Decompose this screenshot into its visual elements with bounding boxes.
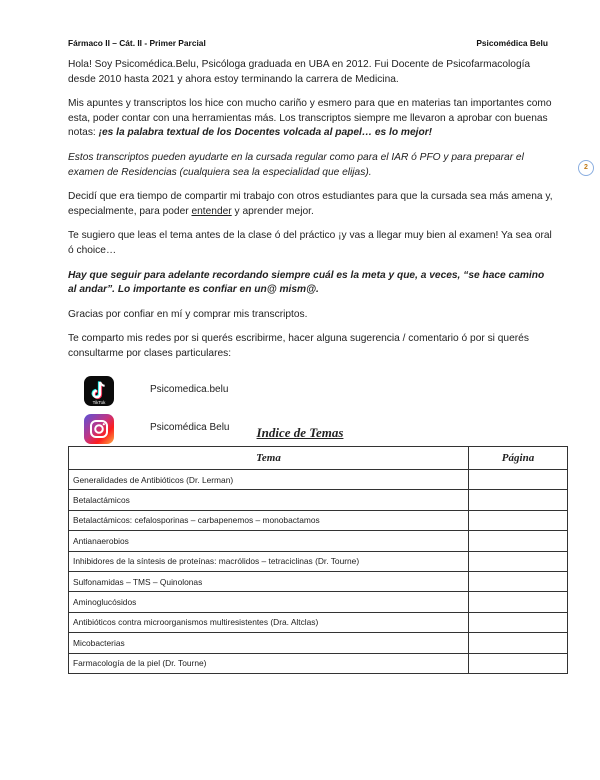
topic-cell[interactable]: Aminoglucósidos [69,592,469,612]
page-cell [469,470,568,490]
intro-content [68,58,554,448]
tiktok-row[interactable] [68,372,554,410]
notes-paragraph [68,97,554,141]
contact-paragraph: Te comparto mis redes por si querés escribirme, hacer alguna sugerencia / comentario ó por si querés consultarme por clases particulares: [68,333,529,359]
notes-highlight: ¡es la palabra textual de los Docentes volcada al papel… es lo mejor! [98,127,433,139]
page-cell [469,571,568,591]
page-header [68,38,548,48]
table-row [69,633,568,653]
share-text-before: Decidí que era tiempo de compartir mi trabajo con otros estudiantes para que la cursada sea más amena y, especialmente, para poder [68,191,553,217]
table-row [69,490,568,510]
topic-cell[interactable]: Antibióticos contra microorganismos multiresistentes (Dra. Altclas) [69,612,469,632]
topic-cell[interactable]: Betalactámicos: cefalosporinas – carbapenemos – monobactamos [69,510,469,530]
table-row [69,470,568,490]
page-cell [469,490,568,510]
share-text-after: y aprender mejor. [231,205,314,217]
topic-cell[interactable]: Micobacterias [69,633,469,653]
share-underlined-word: entender [191,205,232,217]
table-row [69,612,568,632]
tiktok-icon[interactable] [84,376,114,406]
topic-cell[interactable]: Sulfonamidas – TMS – Quinolonas [69,571,469,591]
motivation-paragraph: Hay que seguir para adelante recordando siempre cuál es la meta y que, a veces, “se hace camino al andar”. Lo importante es confiar en un@ mism@. [68,269,545,296]
topic-cell[interactable]: Inhibidores de la síntesis de proteínas: macrólidos – tetraciclinas (Dr. Tourne) [69,551,469,571]
topic-cell[interactable]: Betalactámicos [69,490,469,510]
thanks-paragraph: Gracias por confiar en mí y comprar mis transcriptos. [68,308,308,320]
table-row [69,531,568,551]
share-paragraph [68,190,554,219]
table-row [69,653,568,673]
page-cell [469,612,568,632]
topic-cell[interactable]: Antianaerobios [69,531,469,551]
page-cell [469,592,568,612]
page-cell [469,551,568,571]
table-row [69,592,568,612]
instagram-handle[interactable]: Psicomédica Belu [150,422,230,434]
tiktok-icon-text: TikTok [92,399,106,405]
intro-paragraph: Hola! Soy Psicomédica.Belu, Psicóloga graduada en UBA en 2012. Fui Docente de Psicofarmacología desde 2010 hasta 2021 y ahora estoy terminando la carrera de Medicina. [68,59,531,85]
table-row [69,510,568,530]
page-cell [469,510,568,530]
index-title: Indice de Temas [256,425,344,440]
header-right: Psicomédica Belu [476,38,548,48]
table-row [69,571,568,591]
page-cell [469,633,568,653]
usage-paragraph: Estos transcriptos pueden ayudarte en la cursada regular como para el IAR ó PFO y para preparar el examen de Residencias (cualquiera sea la especialidad que elijas). [68,151,524,178]
table-row [69,551,568,571]
topic-cell[interactable]: Farmacología de la piel (Dr. Tourne) [69,653,469,673]
index-table [68,446,568,674]
header-left: Fármaco II – Cát. II - Primer Parcial [68,38,206,48]
page-cell [469,653,568,673]
notes-text: Mis apuntes y transcriptos los hice con mucho cariño y esmero para que en materias tan importantes como esta, poder contar con una herramientas más. Los transcriptos siempre me llevaron a aprobar con buenas notas: [68,98,552,139]
tema-column-header: Tema [69,447,469,470]
tiktok-handle[interactable]: Psicomedica.belu [150,384,229,396]
page-cell [469,531,568,551]
pagina-column-header: Página [469,447,568,470]
suggestion-paragraph: Te sugiero que leas el tema antes de la clase ó del práctico ¡y vas a llegar muy bien al examen! Ya sea oral ó choice… [68,230,552,256]
topic-cell[interactable]: Generalidades de Antibióticos (Dr. Lerman) [69,470,469,490]
index-header-row [69,447,568,470]
page-count-badge[interactable]: 2 [578,160,594,176]
